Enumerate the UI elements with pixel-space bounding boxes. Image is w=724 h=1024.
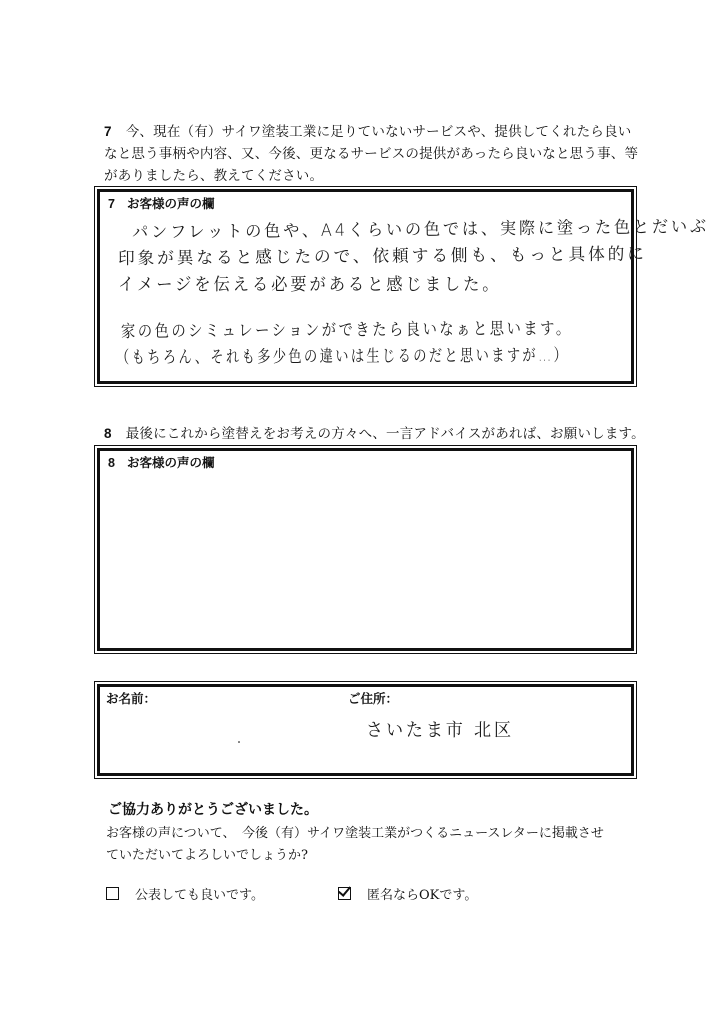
question-7-line-3: がありましたら、教えてください。 [104,168,324,184]
question-8-text: 最後にこれから塗替えをお考えの方々へ、一言アドバイスがあれば、お願いします。 [125,426,645,442]
option-public[interactable] [106,884,264,903]
answer-7-line-3: イメージを伝える必要があると感じました。 [118,275,502,295]
consent-question [106,823,666,867]
question-8-number: 8 [104,426,112,441]
option-public-label: 公表しても良いです。 [135,888,264,903]
question-7-number: 7 [104,124,112,139]
thanks-message: ご協力ありがとうございました。 [108,802,318,818]
name-label: お名前： [106,691,157,706]
option-anonymous[interactable] [338,884,477,903]
answer-box-8-label: 8 お客様の声の欄 [108,455,215,470]
consent-line-1: お客様の声について、 今後（有）サイワ塗装工業がつくるニュースレターに掲載させ [106,826,604,841]
answer-box-8 [97,448,634,651]
answer-7-line-5: （もちろん、それも多少色の違いは生じるのだと思いますが…） [115,345,570,368]
address-label: ご住所： [348,691,399,706]
scan-speck [238,741,240,743]
answer-7-line-2: 印象が異なると感じたので、依頼する側も、もっと具体的に [117,244,647,269]
consent-line-2: ていただいてよろしいでしょうか? [106,848,308,863]
checkbox-anonymous[interactable] [338,887,351,900]
option-anonymous-label: 匿名ならOKです。 [367,888,478,903]
address-value: さいたま市 北区 [366,720,514,741]
question-7-line-1: 7 今、現在（有）サイワ塗装工業に足りていないサービスや、提供してくれたら良い [104,124,632,140]
question-8 [104,423,664,445]
answer-box-7-label: 7 お客様の声の欄 [108,196,215,211]
question-7-line-2: なと思う事柄や内容、又、今後、更なるサービスの提供があったら良いなと思う事、等 [104,146,639,162]
question-7 [104,121,664,187]
answer-7-line-4: 家の色のシミュレーションができたら良いなぁと思います。 [120,318,573,342]
answer-7-line-1: パンフレットの色や、A4くらいの色では、実際に塗った色とだいぶ [131,216,710,243]
checkbox-public[interactable] [106,887,119,900]
